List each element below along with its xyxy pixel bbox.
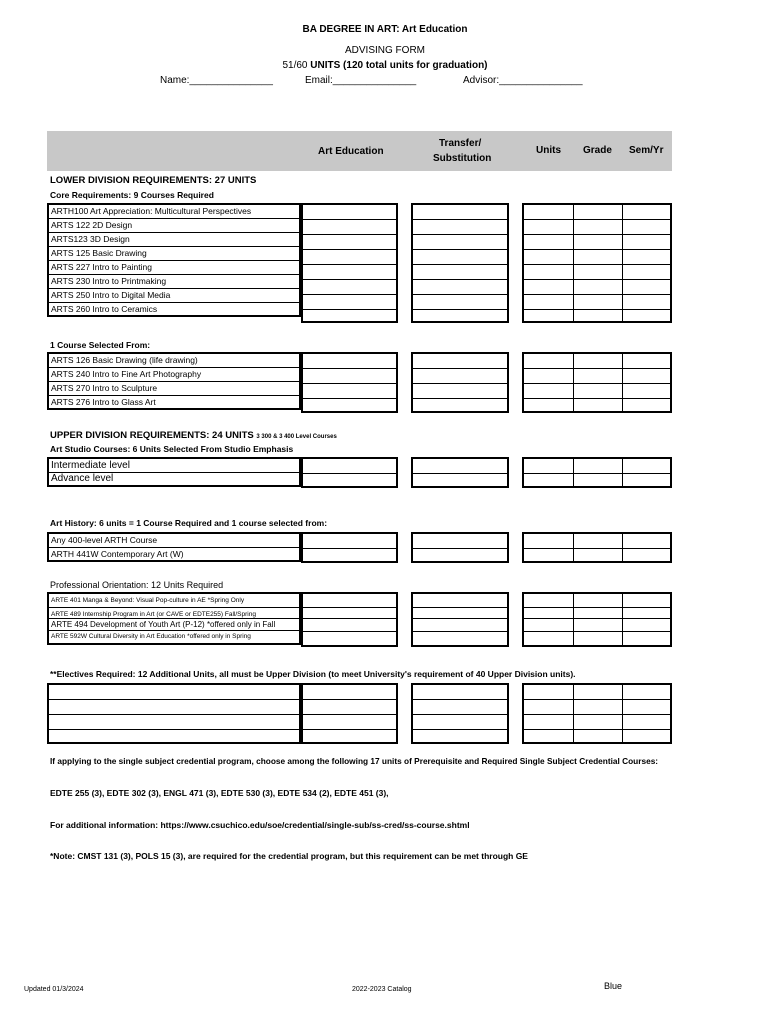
units-grade-sem-box-electives[interactable] [522,683,672,744]
history-table [47,532,301,562]
column-header-bar [47,131,672,171]
transfer-box-history[interactable] [411,532,509,563]
table-row [48,232,300,246]
table-row [48,618,300,630]
course-cell: ARTS 230 Intro to Printmaking [48,274,300,288]
units-line [0,60,770,71]
col-transfer-1: Transfer/ [439,138,482,149]
units-grade-sem-box-studio[interactable] [522,457,672,488]
course-cell: ARTS123 3D Design [48,232,300,246]
studio-table [47,457,301,487]
table-row [48,204,300,218]
advisor-field[interactable]: Advisor:_______________ [463,75,583,86]
upper-division-title-text: UPPER DIVISION REQUIREMENTS: 24 UNITS [50,430,254,441]
table-row [48,302,300,316]
table-row [48,547,300,561]
art-education-box-select[interactable] [301,352,398,413]
studio-label: Art Studio Courses: 6 Units Selected From Studio Emphasis [50,444,294,454]
art-education-box-electives[interactable] [301,683,398,744]
course-cell: ARTE 489 Internship Program in Art (or CAVE or EDTE255) Fall/Spring [48,607,300,618]
table-row [48,274,300,288]
art-education-box-core[interactable] [301,203,398,323]
form-name: ADVISING FORM [344,45,425,56]
core-course-table [47,203,301,317]
prof-label: Professional Orientation: 12 Units Required [50,580,224,590]
art-education-box-studio[interactable] [301,457,398,488]
table-row [48,246,300,260]
info-link[interactable]: For additional information: https://www.csuchico.edu/soe/credential/single-sub/ss-cred/ss-course.shtml [50,820,470,830]
col-semyr: Sem/Yr [629,145,664,156]
course-cell: ARTS 260 Intro to Ceramics [48,302,300,316]
art-education-box-prof[interactable] [301,592,398,647]
table-row [48,607,300,618]
prof-table [47,592,301,645]
electives-course-box[interactable] [47,683,301,744]
col-grade: Grade [583,145,612,156]
course-cell: ARTE 592W Cultural Diversity in Art Education *offered only in Spring [48,630,300,644]
table-row [48,288,300,302]
col-units: Units [536,145,561,156]
course-cell: ARTS 122 2D Design [48,218,300,232]
transfer-box-prof[interactable] [411,592,509,647]
history-label: Art History: 6 units = 1 Course Required and 1 course selected from: [50,518,328,528]
course-cell: ARTE 494 Development of Youth Art (P-12) *offered only in Fall [48,618,300,630]
course-cell: ARTS 240 Intro to Fine Art Photography [48,367,300,381]
electives-label: **Electives Required: 12 Additional Units, all must be Upper Division (to meet University's requirement of 40 Upper Division units). [50,669,576,679]
ge-note: *Note: CMST 131 (3), POLS 15 (3), are required for the credential program, but this requirement can be met through GE [50,851,528,861]
col-transfer-2: Substitution [433,153,492,164]
table-row [48,381,300,395]
core-label: Core Requirements: 9 Courses Required [50,190,214,200]
course-cell: ARTS 125 Basic Drawing [48,246,300,260]
transfer-box-electives[interactable] [411,683,509,744]
upper-division-note: 3 300 & 3 400 Level Courses [256,434,337,440]
transfer-box-core[interactable] [411,203,509,323]
units-total: UNITS (120 total units for graduation) [310,60,488,71]
select-course-table [47,352,301,410]
course-cell: Advance level [48,472,300,486]
units-grade-sem-box-core[interactable] [522,203,672,323]
art-education-box-history[interactable] [301,532,398,563]
footer-catalog: 2022-2023 Catalog [352,986,412,993]
page-title: BA DEGREE IN ART: Art Education [302,24,468,35]
footer-color: Blue [604,981,623,991]
credential-courses: EDTE 255 (3), EDTE 302 (3), ENGL 471 (3), EDTE 530 (3), EDTE 534 (2), EDTE 451 (3), [50,788,389,798]
course-cell: ARTE 401 Manga & Beyond: Visual Pop-culture in AE *Spring Only [48,593,300,607]
course-cell: ARTS 270 Intro to Sculpture [48,381,300,395]
table-row [48,260,300,274]
lower-division-title: LOWER DIVISION REQUIREMENTS: 27 UNITS [50,175,257,186]
table-row [48,472,300,486]
credential-note: If applying to the single subject credential program, choose among the following 17 units of Prerequisite and Required Single Subject Credential Courses: [50,756,659,766]
course-cell: Intermediate level [48,458,300,472]
course-cell: ARTS 276 Intro to Glass Art [48,395,300,409]
email-field[interactable]: Email:_______________ [305,75,417,86]
transfer-box-studio[interactable] [411,457,509,488]
course-cell: ARTS 126 Basic Drawing (life drawing) [48,353,300,367]
table-row [48,593,300,607]
table-row [48,630,300,644]
table-row [48,218,300,232]
course-cell: ARTS 250 Intro to Digital Media [48,288,300,302]
footer-updated: Updated 01/3/2024 [24,986,84,993]
table-row [48,395,300,409]
name-field[interactable]: Name:_______________ [160,75,273,86]
table-row [48,367,300,381]
table-row [48,458,300,472]
table-row [48,533,300,547]
units-grade-sem-box-history[interactable] [522,532,672,563]
units-grade-sem-box-prof[interactable] [522,592,672,647]
course-cell: ARTH100 Art Appreciation: Multicultural Perspectives [48,204,300,218]
course-cell: ARTH 441W Contemporary Art (W) [48,547,300,561]
col-art-education: Art Education [318,146,384,157]
select-label: 1 Course Selected From: [50,340,151,350]
units-grade-sem-box-select[interactable] [522,352,672,413]
units-prefix: 51/60 [282,60,308,71]
table-row [48,353,300,367]
course-cell: ARTS 227 Intro to Painting [48,260,300,274]
course-cell: Any 400-level ARTH Course [48,533,300,547]
upper-division-title [50,430,337,441]
transfer-box-select[interactable] [411,352,509,413]
